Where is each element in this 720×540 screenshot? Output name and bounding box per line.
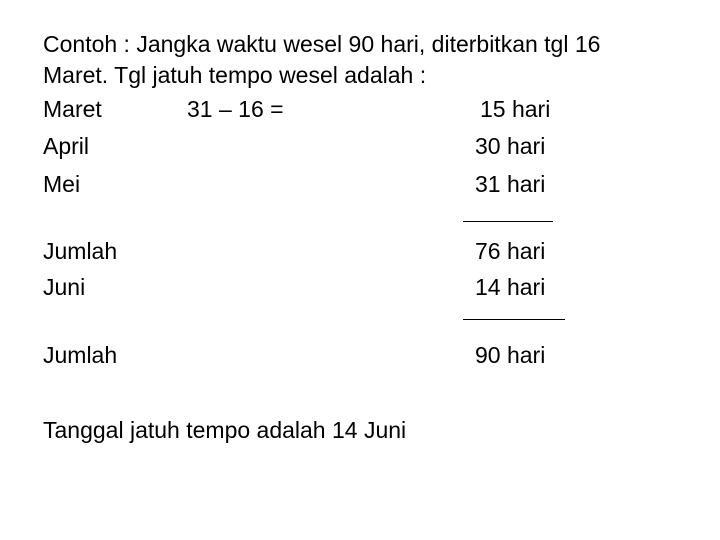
total-rule: [463, 319, 565, 320]
row-formula-maret: 31 – 16 =: [187, 96, 284, 122]
row-label-juni: Juni: [43, 274, 86, 300]
intro-line-1: Contoh : Jangka waktu wesel 90 hari, diterbitkan tgl 16: [43, 31, 601, 57]
row-label-mei: Mei: [43, 171, 81, 197]
intro-line-2: Maret. Tgl jatuh tempo wesel adalah :: [43, 62, 427, 88]
total-value: 90 hari: [475, 342, 546, 368]
subtotal-value: 76 hari: [475, 238, 546, 264]
subtotal-rule: [463, 221, 553, 222]
row-value-juni: 14 hari: [475, 274, 546, 300]
row-label-april: April: [43, 133, 90, 159]
conclusion-text: Tanggal jatuh tempo adalah 14 Juni: [43, 417, 407, 443]
row-value-maret: 15 hari: [480, 96, 551, 122]
subtotal-label: Jumlah: [43, 238, 118, 264]
row-value-april: 30 hari: [475, 133, 546, 159]
total-label: Jumlah: [43, 342, 118, 368]
row-label-maret: Maret: [43, 96, 102, 122]
row-value-mei: 31 hari: [475, 171, 546, 197]
